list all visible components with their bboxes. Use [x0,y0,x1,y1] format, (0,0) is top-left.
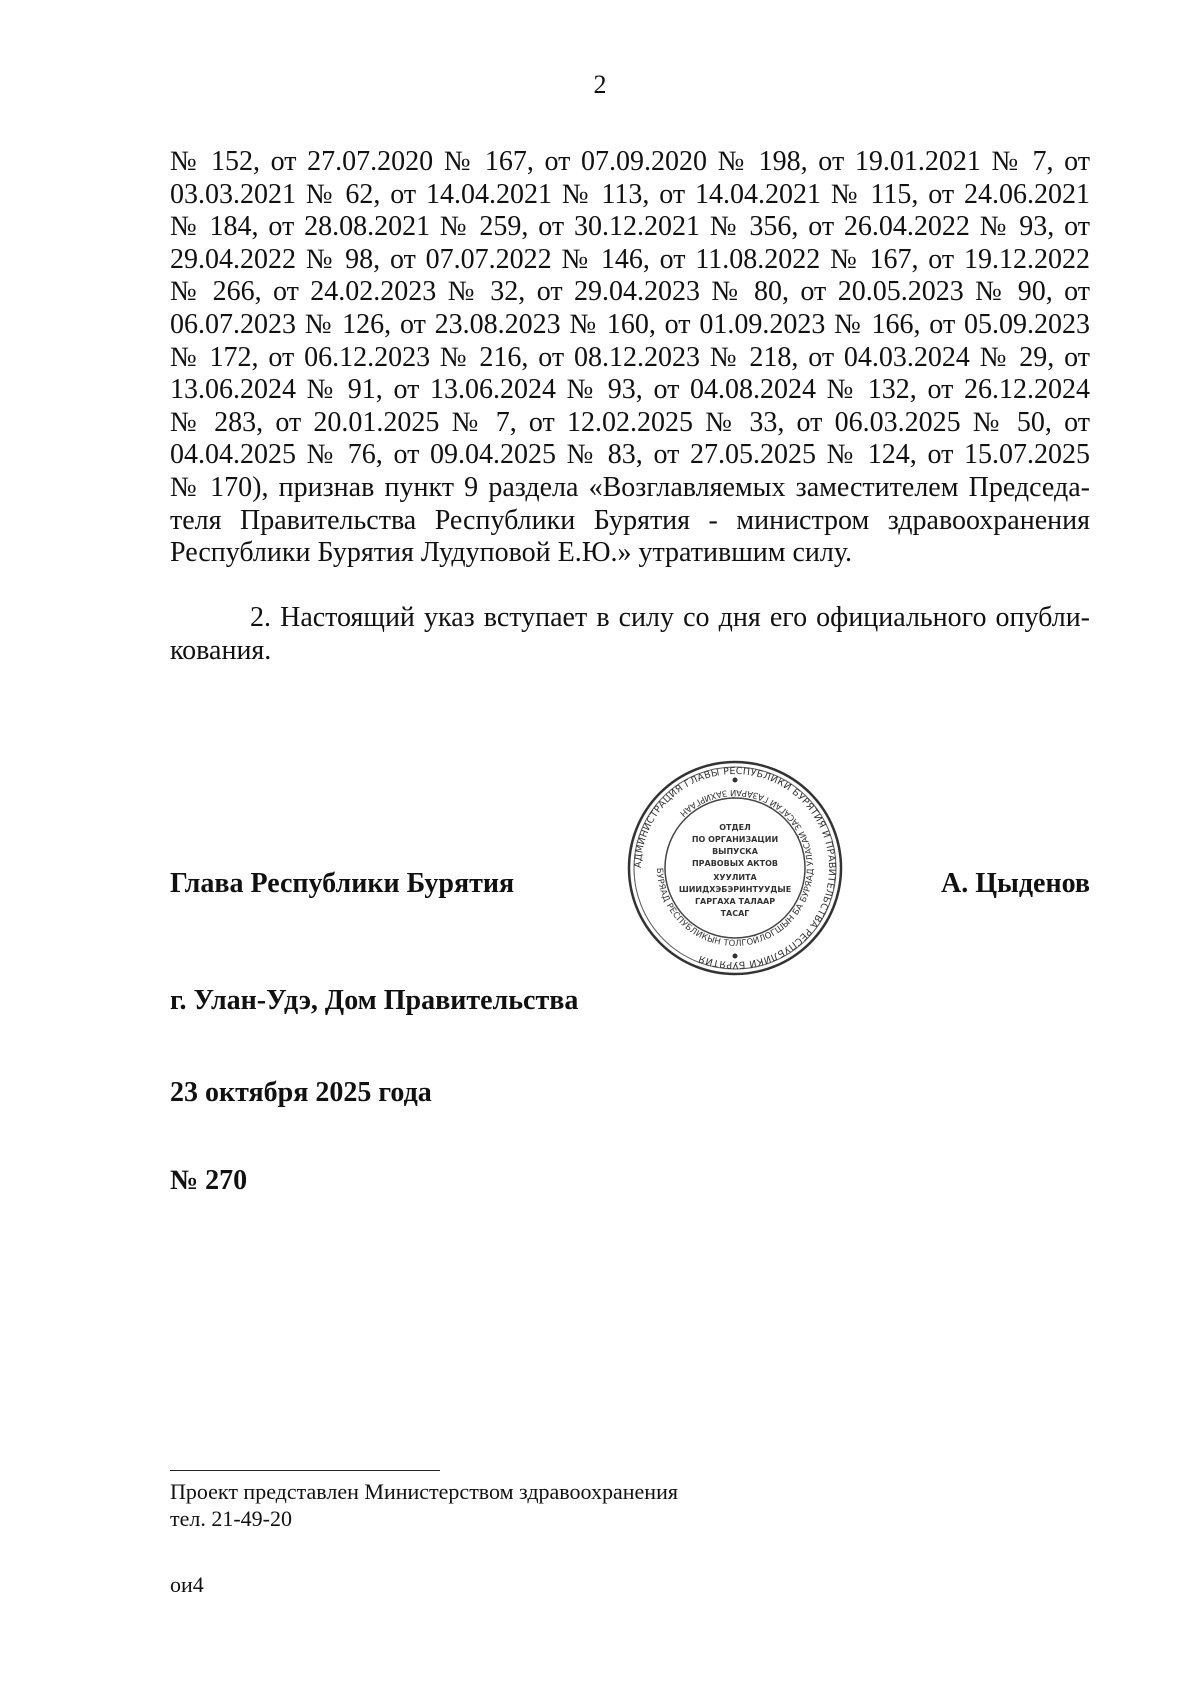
signatory-position: Глава Республики Бурятия [170,868,515,899]
body-line: 13.06.2024 № 91, от 13.06.2024 № 93, от 04.08.2024 № 132, от 26.12.2024 [170,374,1090,406]
seal-center-line: ПО ОРГАНИЗАЦИИ [691,835,779,844]
seal-center-line: ШИИДХЭБЭРИНТУУДЫЕ [678,885,792,894]
footnote-line: Проект представлен Министерством здравоохранения [170,1479,678,1504]
footnote [170,1478,678,1532]
seal-center-line: ВЫПУСКА [712,847,758,856]
body-line: № 152, от 27.07.2020 № 167, от 07.09.2020 № 198, от 19.01.2021 № 7, от [170,146,1090,177]
body-line: 03.03.2021 № 62, от 14.04.2021 № 113, от 14.04.2021 № 115, от 24.06.2021 [170,178,1090,210]
signing-date: 23 октября 2025 года [170,1077,432,1108]
clause-line: 2. Настоящий указ вступает в силу со дня его официального опубли- [250,602,1090,633]
body-line: теля Правительства Республики Бурятия - министром здравоохранения [170,504,1090,536]
seal-dot [733,954,738,959]
clause-line: кования. [170,634,272,666]
place-of-signing: г. Улан-Удэ, Дом Правительства [170,985,579,1016]
seal-outer-text-2: БУРЯАД РЕСПУБЛИКЫН ТОЛГОЙЛОГШЫН БА БУРЯАД УЛАСАЙ ЗАСАГАЙ ГАЗАРАЙ ЗАХИРГААН [653,786,817,950]
signatory-name: А. Цыденов [940,868,1090,899]
body-paragraph [170,146,1090,570]
seal-outer-text: АДМИНИСТРАЦИЯ ГЛАВЫ РЕСПУБЛИКИ БУРЯТИЯ И ПРАВИТЕЛЬСТВА РЕСПУБЛИКИ БУРЯТИЯ [632,765,838,971]
official-seal [625,758,845,978]
page-number: 2 [593,70,607,99]
decree-number: № 270 [170,1165,248,1196]
svg-text:БУРЯАД РЕСПУБЛИКЫН ТОЛГОЙЛОГШЫ [654,787,816,949]
body-line: 29.04.2022 № 98, от 07.07.2022 № 146, от 11.08.2022 № 167, от 19.12.2022 [170,243,1090,275]
seal-center-line: ОТДЕЛ [719,823,751,832]
seal-dot [733,778,738,783]
body-line: № 283, от 20.01.2025 № 7, от 12.02.2025 № 33, от 06.03.2025 № 50, от [170,406,1090,438]
body-line: Республики Бурятия Лудуповой Е.Ю.» утратившим силу. [170,537,853,569]
seal-center-line: ТАСАГ [720,909,750,918]
seal-center-line: ПРАВОВЫХ АКТОВ [691,859,779,868]
body-line: № 266, от 24.02.2023 № 32, от 29.04.2023 № 80, от 20.05.2023 № 90, от [170,276,1090,308]
body-line: № 172, от 06.12.2023 № 216, от 08.12.2023 № 218, от 04.03.2024 № 29, от [170,341,1090,373]
body-line: 06.07.2023 № 126, от 23.08.2023 № 160, от 01.09.2023 № 166, от 05.09.2023 [170,308,1090,340]
body-line: № 170), признав пункт 9 раздела «Возглавляемых заместителем Председа- [170,471,1090,503]
body-line: № 184, от 28.08.2021 № 259, от 30.12.2021 № 356, от 26.04.2022 № 93, от [170,211,1090,243]
document-code: ои4 [170,1572,204,1597]
clause-2 [170,602,1090,667]
seal-center-line: ХУУЛИТА [713,873,757,882]
footnote-line: тел. 21-49-20 [170,1506,293,1531]
footnote-divider [170,1470,440,1471]
body-line: 04.04.2025 № 76, от 09.04.2025 № 83, от 27.05.2025 № 124, от 15.07.2025 [170,439,1090,471]
seal-center-line: ГАРГАХА ТАЛААР [694,897,776,906]
